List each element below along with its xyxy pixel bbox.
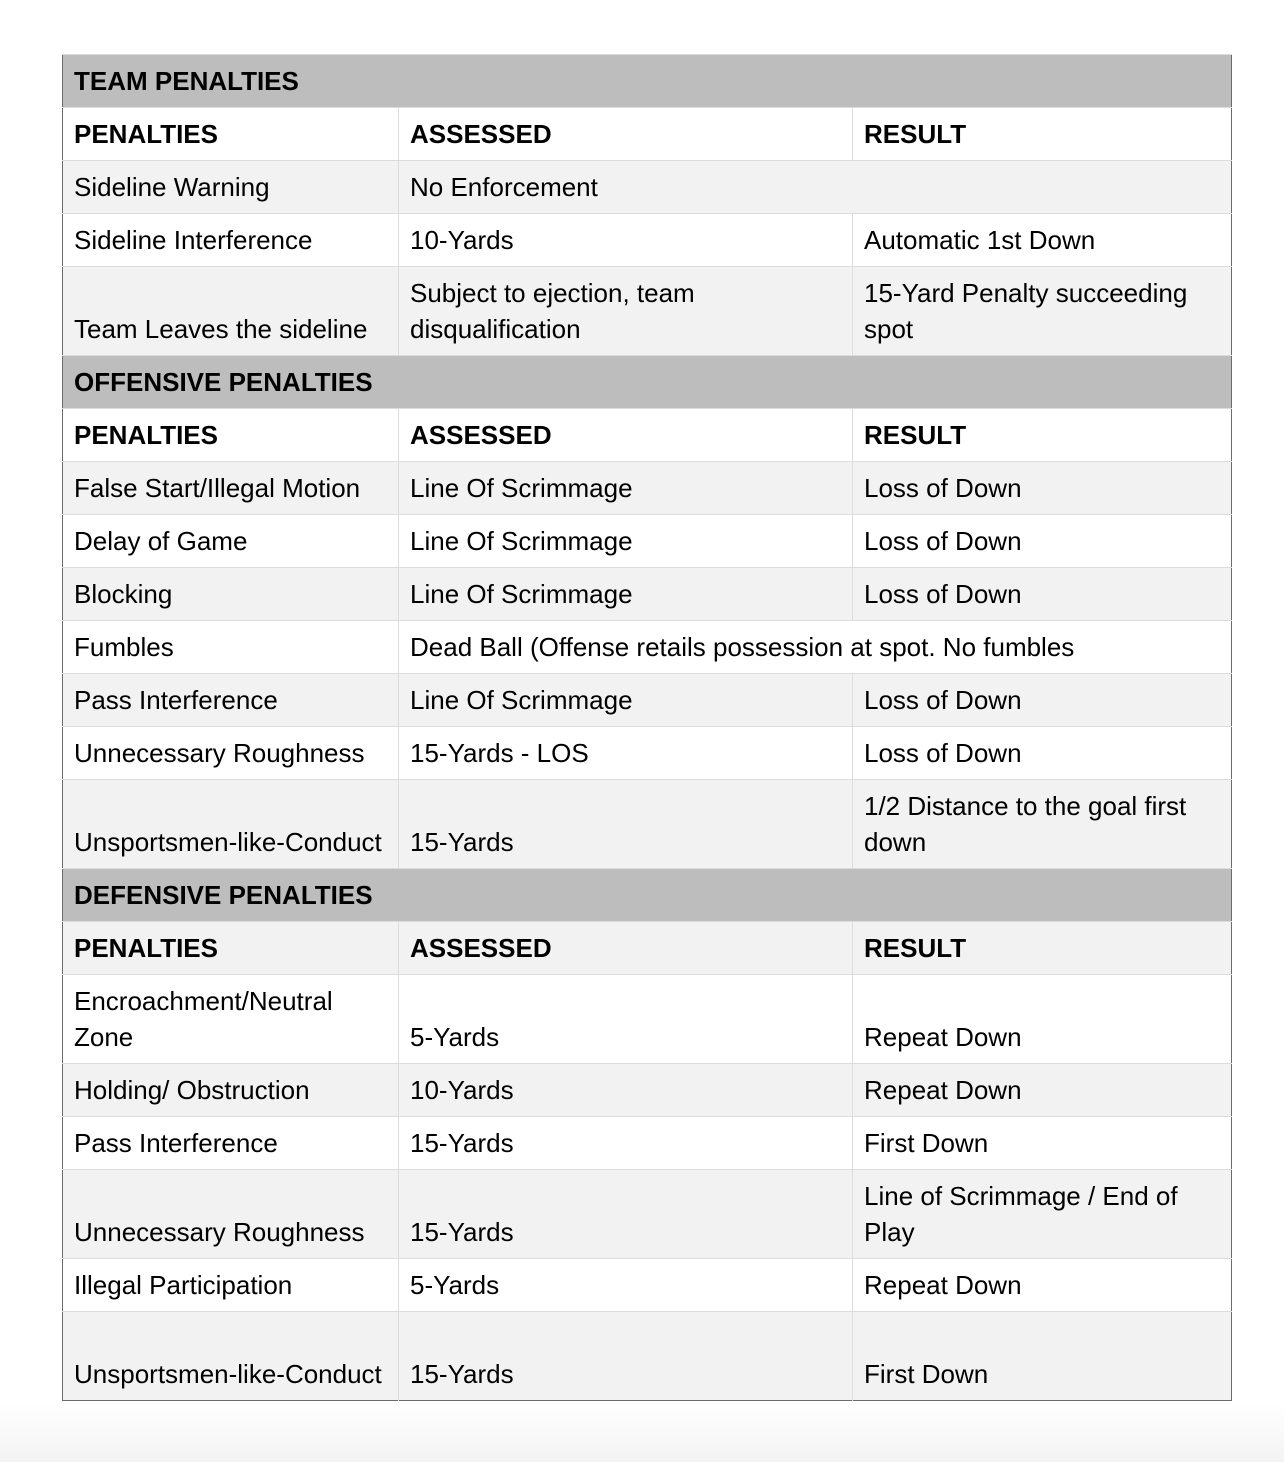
assessed-cell: Line Of Scrimmage bbox=[399, 515, 853, 568]
table-row bbox=[63, 1117, 1232, 1170]
header-assessed: ASSESSED bbox=[399, 922, 853, 975]
section-title: OFFENSIVE PENALTIES bbox=[63, 356, 1232, 409]
penalty-table bbox=[62, 54, 1232, 1401]
assessed-cell: 5-Yards bbox=[399, 975, 853, 1064]
table-row bbox=[63, 214, 1232, 267]
penalty-cell: Team Leaves the sideline bbox=[63, 267, 399, 356]
penalty-cell: Unnecessary Roughness bbox=[63, 727, 399, 780]
result-cell: Automatic 1st Down bbox=[853, 214, 1232, 267]
penalty-cell: Sideline Interference bbox=[63, 214, 399, 267]
header-assessed: ASSESSED bbox=[399, 409, 853, 462]
penalty-cell: Unsportsmen-like-Conduct bbox=[63, 780, 399, 869]
page-bottom-shadow bbox=[0, 1404, 1284, 1462]
penalty-cell: Sideline Warning bbox=[63, 161, 399, 214]
penalty-cell: Encroachment/Neutral Zone bbox=[63, 975, 399, 1064]
column-header-row bbox=[63, 108, 1232, 161]
result-cell: Repeat Down bbox=[853, 975, 1232, 1064]
assessed-cell: Line Of Scrimmage bbox=[399, 674, 853, 727]
assessed-cell: 15-Yards - LOS bbox=[399, 727, 853, 780]
assessed-cell: 15-Yards bbox=[399, 1312, 853, 1401]
result-cell: Repeat Down bbox=[853, 1259, 1232, 1312]
assessed-cell: No Enforcement bbox=[399, 161, 1232, 214]
table-row bbox=[63, 727, 1232, 780]
table-row bbox=[63, 161, 1232, 214]
table-row bbox=[63, 780, 1232, 869]
penalty-cell: Blocking bbox=[63, 568, 399, 621]
penalty-cell: Delay of Game bbox=[63, 515, 399, 568]
header-result: RESULT bbox=[853, 409, 1232, 462]
header-penalties: PENALTIES bbox=[63, 409, 399, 462]
table-row bbox=[63, 1064, 1232, 1117]
table-row bbox=[63, 1312, 1232, 1401]
penalty-cell: Illegal Participation bbox=[63, 1259, 399, 1312]
table-row bbox=[63, 1170, 1232, 1259]
assessed-cell: Subject to ejection, team disqualification bbox=[399, 267, 853, 356]
penalty-cell: Unnecessary Roughness bbox=[63, 1170, 399, 1259]
result-cell: Loss of Down bbox=[853, 568, 1232, 621]
table-row bbox=[63, 1259, 1232, 1312]
assessed-cell: 15-Yards bbox=[399, 1170, 853, 1259]
result-cell: 1/2 Distance to the goal first down bbox=[853, 780, 1232, 869]
table-row bbox=[63, 674, 1232, 727]
assessed-cell: Dead Ball (Offense retails possession at spot. No fumbles bbox=[399, 621, 1232, 674]
result-cell: First Down bbox=[853, 1312, 1232, 1401]
table-row bbox=[63, 515, 1232, 568]
section-title: DEFENSIVE PENALTIES bbox=[63, 869, 1232, 922]
penalty-cell: Holding/ Obstruction bbox=[63, 1064, 399, 1117]
table-row bbox=[63, 267, 1232, 356]
result-cell: Loss of Down bbox=[853, 462, 1232, 515]
section-header-offensive bbox=[63, 356, 1232, 409]
assessed-cell: Line Of Scrimmage bbox=[399, 462, 853, 515]
result-cell: Loss of Down bbox=[853, 727, 1232, 780]
header-result: RESULT bbox=[853, 108, 1232, 161]
result-cell: First Down bbox=[853, 1117, 1232, 1170]
header-result: RESULT bbox=[853, 922, 1232, 975]
assessed-cell: 5-Yards bbox=[399, 1259, 853, 1312]
result-cell: Line of Scrimmage / End of Play bbox=[853, 1170, 1232, 1259]
assessed-cell: Line Of Scrimmage bbox=[399, 568, 853, 621]
header-assessed: ASSESSED bbox=[399, 108, 853, 161]
result-cell: Loss of Down bbox=[853, 674, 1232, 727]
assessed-cell: 15-Yards bbox=[399, 780, 853, 869]
result-cell: Loss of Down bbox=[853, 515, 1232, 568]
result-cell: Repeat Down bbox=[853, 1064, 1232, 1117]
column-header-row bbox=[63, 409, 1232, 462]
table-row bbox=[63, 621, 1232, 674]
penalty-cell: Pass Interference bbox=[63, 1117, 399, 1170]
table-row bbox=[63, 975, 1232, 1064]
penalty-cell: Pass Interference bbox=[63, 674, 399, 727]
assessed-cell: 15-Yards bbox=[399, 1117, 853, 1170]
result-cell: 15-Yard Penalty succeeding spot bbox=[853, 267, 1232, 356]
penalty-cell: False Start/Illegal Motion bbox=[63, 462, 399, 515]
assessed-cell: 10-Yards bbox=[399, 214, 853, 267]
header-penalties: PENALTIES bbox=[63, 108, 399, 161]
section-header-team bbox=[63, 55, 1232, 108]
table-row bbox=[63, 568, 1232, 621]
column-header-row bbox=[63, 922, 1232, 975]
header-penalties: PENALTIES bbox=[63, 922, 399, 975]
section-header-defensive bbox=[63, 869, 1232, 922]
section-title: TEAM PENALTIES bbox=[63, 55, 1232, 108]
table-row bbox=[63, 462, 1232, 515]
assessed-cell: 10-Yards bbox=[399, 1064, 853, 1117]
penalty-cell: Unsportsmen-like-Conduct bbox=[63, 1312, 399, 1401]
penalty-cell: Fumbles bbox=[63, 621, 399, 674]
